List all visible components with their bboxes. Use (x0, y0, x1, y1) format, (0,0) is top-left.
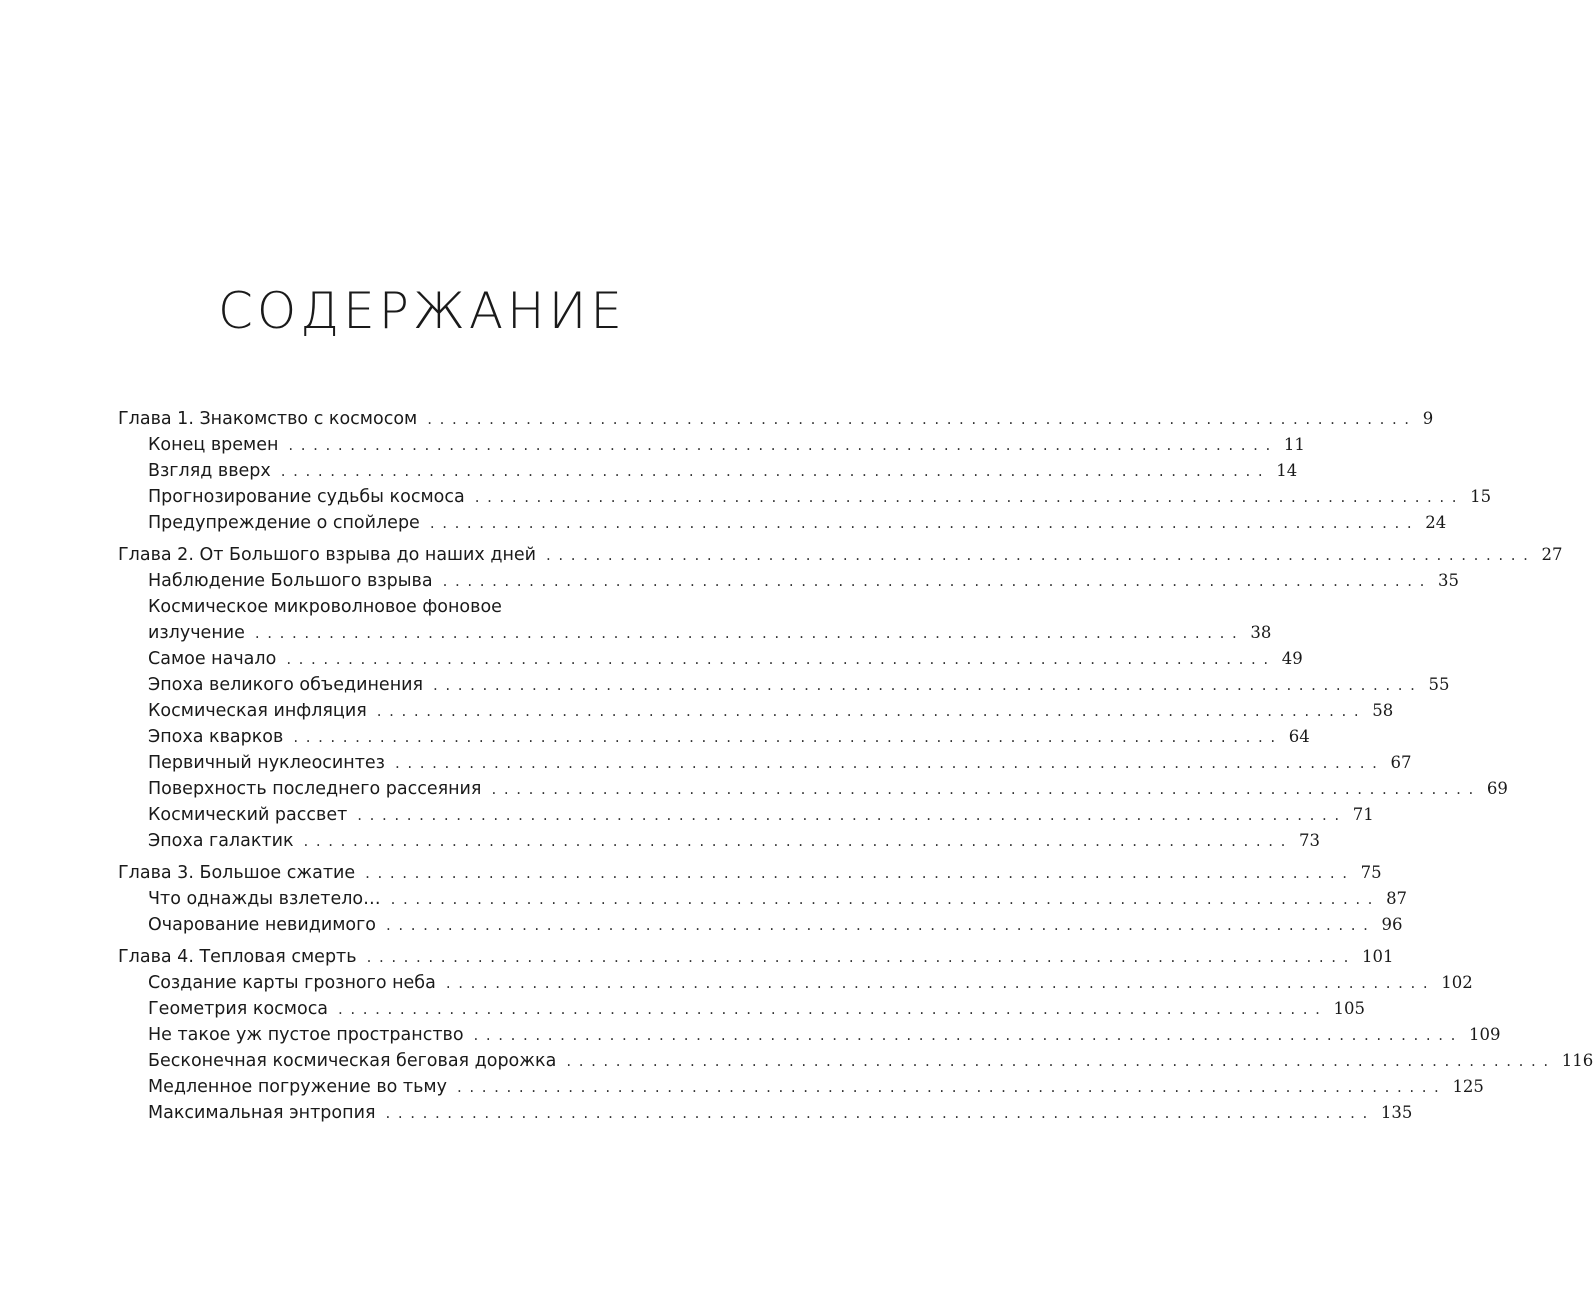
toc-page-number: 135 (1380, 1103, 1413, 1122)
toc-page-number: 116 (1561, 1051, 1593, 1070)
toc-page-number: 14 (1276, 461, 1298, 480)
toc-page-number: 15 (1470, 487, 1492, 506)
toc-page-number: 38 (1250, 623, 1272, 642)
toc-chapter-entry[interactable] (118, 944, 1394, 970)
toc-section-entry[interactable] (118, 484, 1492, 510)
toc-section-entry[interactable] (118, 724, 1310, 750)
toc-section-label: Конец времен (148, 435, 279, 455)
toc-section-label: Наблюдение Большого взрыва (148, 571, 433, 591)
toc-section-entry[interactable] (118, 432, 1305, 458)
toc-section-entry[interactable] (118, 1022, 1501, 1048)
toc-section-label: Создание карты грозного неба (148, 973, 436, 993)
toc-leader-dots: ................................................................................ (385, 1104, 1375, 1122)
toc-page-number: 24 (1425, 513, 1447, 532)
toc-leader-dots: ................................................................................ (566, 1052, 1556, 1070)
toc-section-entry[interactable] (118, 458, 1298, 484)
toc-section-entry[interactable] (118, 568, 1460, 594)
toc-chapter-entry[interactable] (118, 542, 1563, 568)
toc-section-entry[interactable] (118, 886, 1408, 912)
toc-leader-dots: ................................................................................ (474, 488, 1465, 506)
toc-page-number: 75 (1360, 863, 1382, 882)
toc-leader-dots: ................................................................................ (338, 1000, 1328, 1018)
toc-leader-dots: ................................................................................ (433, 676, 1423, 694)
toc-page-number: 11 (1283, 435, 1305, 454)
toc-section-entry[interactable] (118, 698, 1394, 724)
toc-chapter-group (118, 944, 1593, 1126)
toc-page-number: 109 (1468, 1025, 1501, 1044)
toc-leader-dots: ................................................................................ (390, 890, 1381, 908)
toc-section-label: Первичный нуклеосинтез (148, 753, 385, 773)
toc-leader-dots: ................................................................................ (357, 806, 1347, 824)
toc-section-entry[interactable] (118, 1100, 1413, 1126)
toc-page-number: 73 (1299, 831, 1320, 850)
toc-leader-dots: ................................................................................ (376, 702, 1367, 720)
toc-section-label: Очарование невидимого (148, 915, 377, 935)
table-of-contents (118, 406, 1593, 1132)
toc-chapter-label: Глава 3. Большое сжатие (118, 863, 356, 883)
toc-section-label: Не такое уж пустое пространство (148, 1025, 464, 1045)
toc-chapter-group (118, 542, 1563, 854)
toc-section-label: Эпоха галактик (148, 831, 294, 851)
toc-section-entry[interactable] (118, 750, 1412, 776)
toc-leader-dots: ................................................................................ (456, 1078, 1447, 1096)
toc-chapter-label: Глава 1. Знакомство с космосом (118, 409, 418, 429)
toc-section-label: Самое начало (148, 649, 277, 669)
toc-page-number: 105 (1333, 999, 1365, 1018)
toc-chapter-group (118, 406, 1492, 536)
toc-section-label: Космический рассвет (148, 805, 348, 825)
toc-section-entry[interactable] (118, 776, 1508, 802)
toc-page-number: 102 (1441, 973, 1473, 992)
toc-leader-dots: ................................................................................ (445, 974, 1436, 992)
toc-section-label: Эпоха великого объединения (148, 675, 424, 695)
toc-leader-dots: ................................................................................ (288, 436, 1278, 454)
toc-leader-dots: ................................................................................ (546, 546, 1536, 564)
toc-leader-dots: ................................................................................ (491, 780, 1481, 798)
toc-chapter-entry[interactable] (118, 860, 1382, 886)
toc-page-number: 35 (1438, 571, 1460, 590)
toc-section-label-continuation: излучение (148, 623, 245, 643)
toc-section-label: Медленное погружение во тьму (148, 1077, 447, 1097)
toc-page-number: 49 (1281, 649, 1303, 668)
toc-section-label: Максимальная энтропия (148, 1103, 376, 1123)
toc-chapter-label: Глава 4. Тепловая смерть (118, 947, 357, 967)
toc-page-number: 64 (1288, 727, 1310, 746)
toc-section-entry-continuation[interactable] (118, 620, 1272, 646)
toc-section-label: Космическая инфляция (148, 701, 367, 721)
toc-section-label: Геометрия космоса (148, 999, 329, 1019)
toc-section-entry[interactable] (118, 912, 1403, 938)
toc-section-label: Что однажды взлетело… (148, 889, 381, 909)
toc-section-entry[interactable] (118, 970, 1473, 996)
toc-page-number: 96 (1381, 915, 1403, 934)
toc-section-label: Бесконечная космическая беговая дорожка (148, 1051, 557, 1071)
toc-leader-dots: ................................................................................ (293, 728, 1283, 746)
toc-leader-dots: ................................................................................ (442, 572, 1433, 590)
toc-leader-dots: ................................................................................ (386, 916, 1376, 934)
toc-page-number: 55 (1428, 675, 1450, 694)
toc-section-label: Взгляд вверх (148, 461, 271, 481)
toc-section-label: Прогнозирование судьбы космоса (148, 487, 465, 507)
toc-section-entry[interactable] (118, 828, 1320, 854)
toc-leader-dots: ................................................................................ (473, 1026, 1463, 1044)
toc-section-entry[interactable] (118, 996, 1365, 1022)
toc-chapter-label: Глава 2. От Большого взрыва до наших дней (118, 545, 537, 565)
toc-page-number: 69 (1486, 779, 1508, 798)
toc-leader-dots: ................................................................................ (429, 514, 1420, 532)
toc-leader-dots: ................................................................................ (365, 864, 1355, 882)
toc-section-entry[interactable] (118, 646, 1303, 672)
toc-page-number: 71 (1352, 805, 1374, 824)
toc-leader-dots: ................................................................................ (395, 754, 1385, 772)
page-title: СОДЕРЖАНИЕ (218, 282, 626, 340)
toc-leader-dots: ................................................................................ (280, 462, 1271, 480)
toc-section-entry[interactable] (118, 1048, 1593, 1074)
toc-leader-dots: ................................................................................ (366, 948, 1357, 966)
toc-page-number: 125 (1452, 1077, 1484, 1096)
toc-page-number: 101 (1362, 947, 1394, 966)
toc-leader-dots: ................................................................................ (303, 832, 1293, 850)
toc-page-number: 27 (1541, 545, 1563, 564)
toc-section-entry-first-line[interactable] (118, 594, 698, 620)
toc-section-label: Эпоха кварков (148, 727, 284, 747)
toc-section-entry[interactable] (118, 510, 1447, 536)
toc-page-number: 87 (1386, 889, 1408, 908)
toc-leader-dots: ................................................................................ (427, 410, 1417, 428)
toc-section-entry[interactable] (118, 802, 1374, 828)
toc-chapter-group (118, 860, 1408, 938)
toc-chapter-entry[interactable] (118, 406, 1434, 432)
toc-page-number: 9 (1422, 409, 1434, 428)
toc-section-entry[interactable] (118, 672, 1450, 698)
toc-section-label: Предупреждение о спойлере (148, 513, 420, 533)
toc-leader-dots: ................................................................................ (286, 650, 1276, 668)
toc-section-label: Космическое микроволновое фоновое (148, 597, 502, 617)
toc-section-entry[interactable] (118, 1074, 1484, 1100)
toc-page-number: 67 (1390, 753, 1412, 772)
toc-page-number: 58 (1372, 701, 1394, 720)
toc-section-label: Поверхность последнего рассеяния (148, 779, 482, 799)
toc-leader-dots: ................................................................................ (254, 624, 1245, 642)
